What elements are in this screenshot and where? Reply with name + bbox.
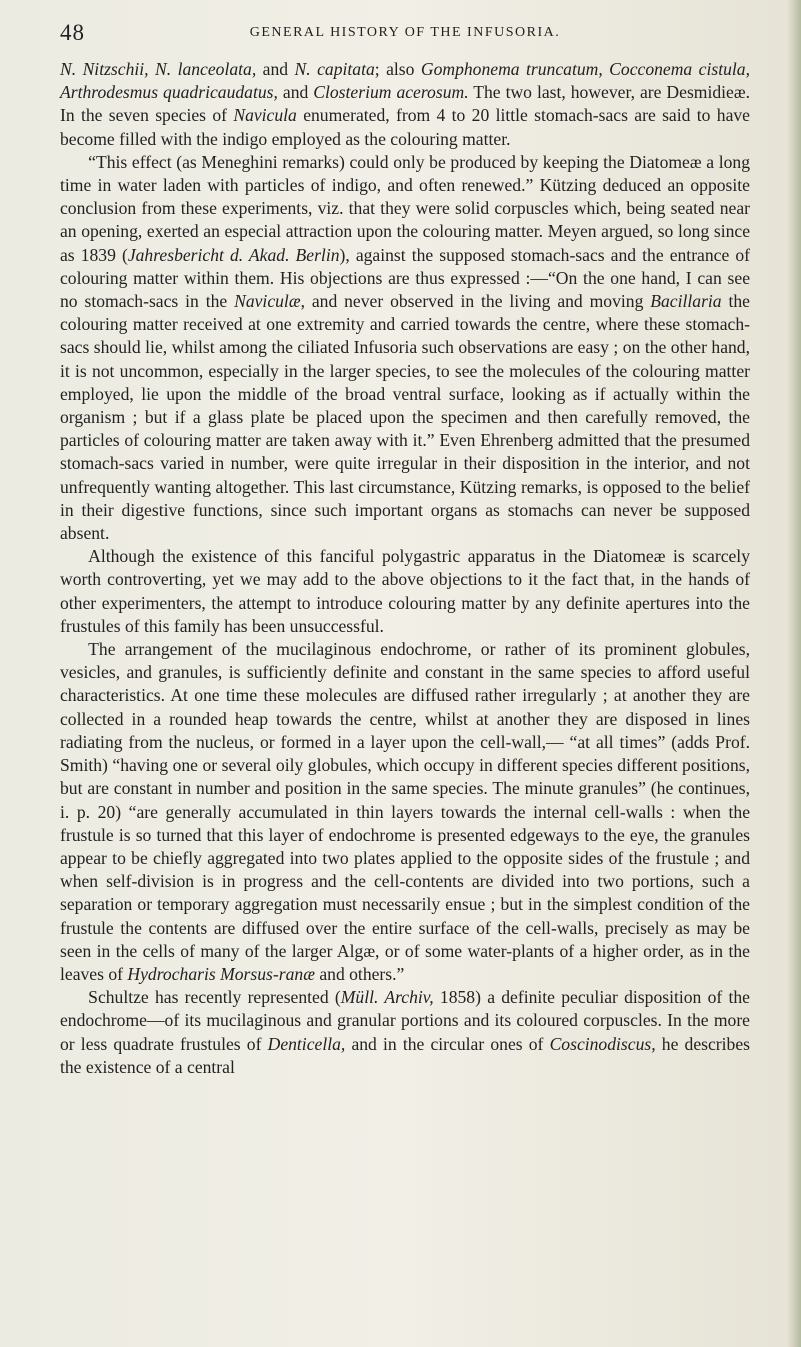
text-run: 1858) a definite peculiar disposition of the endochrome—of its mucilaginous and granular portions and its coloured corpuscles. In the more or less quadrate frustules of [60, 987, 750, 1054]
page-edge-shadow [787, 0, 801, 1347]
text-run: and [256, 59, 295, 79]
page-number: 48 [60, 20, 85, 45]
italic-text-run: Denticella, [267, 1033, 346, 1054]
paragraph [60, 151, 750, 545]
paragraph [60, 545, 750, 638]
text-run: The arrangement of the mucilaginous endochrome, or rather of its prominent globules, vesicles, and granules, is sufficiently definite and constant in the same species to afford useful characteristics. At one time these molecules are diffused rather irregularly ; at another they are collected in a rounded heap towards the centre, whilst at another they are disposed in lines radiating from the nucleus, or formed in a layer upon the cell-wall,— “at all times” (adds Prof. Smith) “having one or several oily globules, which occupy in different species different positions, but are constant in number and position in the same species. The minute granules” (he continues, i. p. 20) “are generally accumulated in thin layers towards the internal cell-walls : when the frustule is so turned that this layer of endochrome is presented edgeways to the eye, the granules appear to be chiefly aggregated into two plates applied to the opposite sides of the frustule ; and when self-division is in progress and the cell-contents are divided into two portions, such a separation or temporary aggregation must necessarily ensue ; but in the simplest condition of the frustule the contents are diffused over the entire surface of the cell-walls, precisely as may be seen in the cells of many of the larger Algæ, or of some water-plants of a higher order, as in the leaves of [60, 639, 750, 984]
text-run: “This effect (as Meneghini remarks) could only be produced by keeping the Diatomeæ a long time in water laden with particles of indigo, and often renewed.” Kützing deduced an opposite conclusion from these experiments, viz. that they were solid corpuscles which, being seated near an opening, exerted an especial attraction upon the colouring matter. Meyen argued, so long since as 1839 ( [60, 151, 750, 265]
text-run: he describes the existence of a central [60, 1033, 750, 1077]
italic-text-run: N. Nitzschii, N. lanceolata, [60, 59, 257, 79]
text-run: ), against the supposed stomach-sacs and the entrance of colouring matter within them. His objections are thus expressed :—“On the one hand, I can see no stomach-sacs in the [60, 244, 750, 312]
italic-text-run: Closterium acerosum. [313, 82, 469, 103]
italic-text-run: Coscinodiscus, [549, 1033, 656, 1054]
body-text [60, 58, 750, 1079]
text-run: The two last, however, are Desmidieæ. In the seven species of [60, 82, 750, 126]
paragraph [60, 638, 750, 986]
italic-text-run: Navicula [233, 105, 297, 126]
paragraph [60, 58, 750, 151]
text-run: the colouring matter received at one extremity and carried towards the centre, where these stomach-sacs should lie, whilst among the ciliated Infusoria such observations are easy ; on the other hand, it is not uncommon, especially in the larger species, to see the molecules of the colouring matter employed, lie upon the middle of the broad ventral surface, looking as if actually within the organism ; but if a glass plate be placed upon the specimen and then carefully removed, the particles of colouring matter are taken away with it.” Even Ehrenberg admitted that the presumed stomach-sacs varied in number, were quite irregular in their disposition in the interior, and not unfrequently wanting altogether. This last circumstance, Kützing remarks, is opposed to the belief in their digestive functions, since such important organs as stomachs can never be supposed absent. [60, 291, 750, 544]
italic-text-run: Jahresbericht d. Akad. Berlin [127, 244, 340, 265]
text-run: ; also [374, 59, 421, 79]
italic-text-run: Gomphonema truncatum, Cocconema cistula, Arthrodesmus quadricaudatus, [60, 59, 750, 103]
text-run: Although the existence of this fanciful polygastric apparatus in the Diatomeæ is scarcely worth controverting, yet we may add to the above objections to it the fact that, in the hands of other experimenters, the attempt to introduce colouring matter by any definite apertures into the frustules of this family has been unsuccessful. [60, 546, 750, 636]
text-run: and [277, 82, 314, 103]
text-run: enumerated, from 4 to 20 little stomach-sacs are said to have become filled with the indigo employed as the colouring matter. [60, 105, 750, 149]
text-run: , and never observed in the living and moving [300, 291, 651, 312]
text-run: and in the circular ones of [345, 1033, 550, 1054]
text-run: and others.” [314, 963, 405, 984]
running-head: GENERAL HISTORY OF THE INFUSORIA. [249, 25, 561, 40]
text-run: Schultze has recently represented ( [88, 987, 341, 1008]
italic-text-run: N. capitata [294, 59, 375, 79]
italic-text-run: Bacillaria [650, 291, 722, 312]
italic-text-run: Müll. Archiv, [340, 987, 434, 1008]
page-header [60, 20, 750, 56]
italic-text-run: Hydrocharis Morsus-ranæ [127, 963, 315, 984]
italic-text-run: Naviculæ [234, 291, 301, 312]
paragraph [60, 986, 750, 1079]
